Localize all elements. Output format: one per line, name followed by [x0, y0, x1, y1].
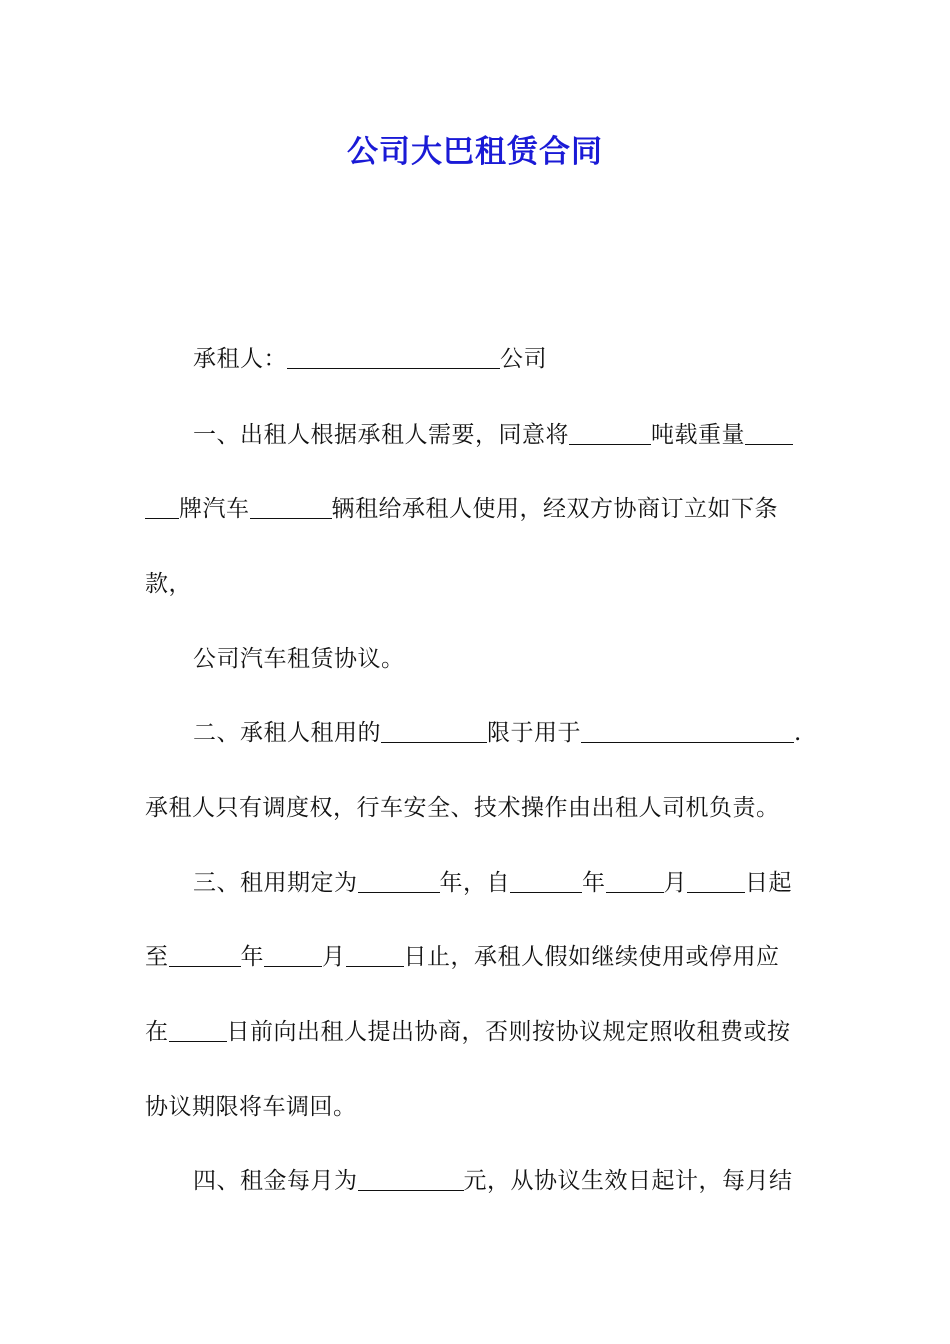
clause-1-text-3: 款，	[145, 571, 192, 597]
to-label: 至	[145, 944, 169, 970]
clause-3-text: 三、租用期定为	[193, 870, 358, 896]
brand-blank	[145, 494, 179, 519]
brand-label: 牌汽车	[179, 496, 250, 522]
start-month-blank	[606, 868, 664, 893]
clause-3-line-3	[145, 1015, 791, 1049]
document-title: 公司大巴租赁合同	[347, 134, 603, 170]
load-weight-label: 吨载重量	[651, 422, 745, 448]
clause-3-text-4: 协议期限将车调回。	[145, 1094, 357, 1120]
clause-4-line-1	[193, 1164, 793, 1198]
lessee-line	[193, 342, 547, 376]
term-years-blank	[358, 868, 440, 893]
company-suffix: 公司	[500, 346, 547, 372]
start-day-blank	[687, 868, 745, 893]
clause-1-text: 一、出租人根据承租人需要，同意将	[193, 422, 569, 448]
vehicle-count-blank	[250, 494, 332, 519]
clause-2-text: 二、承租人租用的	[193, 720, 381, 746]
agreement-line	[193, 642, 405, 676]
at-label: 在	[145, 1019, 169, 1045]
clause-1-line-2	[145, 492, 778, 526]
lessee-name-blank	[287, 344, 500, 369]
agreement-text: 公司汽车租赁协议。	[193, 646, 405, 672]
clause-3-text-2: 日止，承租人假如继续使用或停用应	[403, 944, 780, 970]
clause-3-line-4	[145, 1090, 357, 1124]
usage-blank	[581, 718, 794, 743]
month-label: 月	[663, 870, 687, 896]
load-weight-blank	[745, 420, 793, 445]
clause-1-line-1	[193, 418, 793, 452]
from-label: 年，自	[439, 870, 510, 896]
clause-2-line-1	[193, 716, 802, 750]
clause-4-text: 四、租金每月为	[193, 1168, 358, 1194]
start-year-blank	[510, 868, 582, 893]
end-day-blank	[346, 942, 404, 967]
rented-item-blank	[381, 718, 487, 743]
year-label: 年	[582, 870, 606, 896]
monthly-rent-blank	[358, 1166, 464, 1191]
clause-3-text-3: 日前向出租人提出协商，否则按协议规定照收租费或按	[226, 1019, 791, 1045]
notice-day-blank	[169, 1017, 227, 1042]
tonnage-blank	[569, 420, 651, 445]
clause-1-line-3	[145, 567, 192, 601]
clause-3-line-1	[193, 866, 792, 900]
clause-3-line-2	[145, 940, 780, 974]
clause-2-line-2	[145, 791, 780, 825]
year-label-2: 年	[240, 944, 264, 970]
month-label-2: 月	[322, 944, 346, 970]
clause-1-text-2: 辆租给承租人使用，经双方协商订立如下条	[331, 496, 778, 522]
clause-2-period: .	[794, 720, 802, 746]
day-start-label: 日起	[745, 870, 792, 896]
usage-label: 限于用于	[487, 720, 581, 746]
lessee-label: 承租人：	[193, 346, 287, 372]
clause-4-text-2: 元，从协议生效日起计，每月结	[463, 1168, 793, 1194]
clause-2-text-2: 承租人只有调度权，行车安全、技术操作由出租人司机负责。	[145, 795, 780, 821]
end-month-blank	[264, 942, 322, 967]
end-year-blank	[169, 942, 241, 967]
